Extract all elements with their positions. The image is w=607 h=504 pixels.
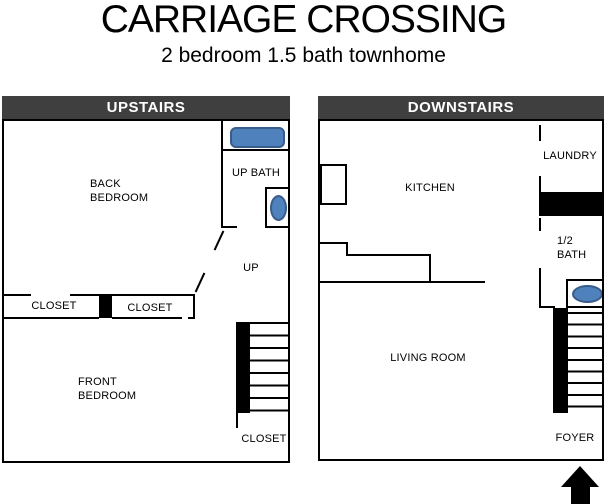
wall-laundry-bottom [539, 176, 541, 192]
upstairs-plan [2, 119, 290, 463]
room-label-up-bath: UP BATH [231, 167, 281, 179]
entry-arrow-icon [555, 464, 605, 504]
stairs-treads-up [250, 322, 290, 412]
stairs-treads-down [568, 312, 604, 411]
downstairs-header: DOWNSTAIRS [318, 96, 604, 119]
page-subtitle: 2 bedroom 1.5 bath townhome [161, 44, 446, 67]
upstairs-header: UPSTAIRS [2, 96, 290, 119]
back-bedroom-line1: BACK [90, 178, 121, 190]
half-bath-line1: 1/2 [557, 235, 573, 247]
bathtub-icon [230, 127, 285, 148]
half-bath-line2: BATH [557, 249, 587, 261]
room-label-closet-right: CLOSET [127, 302, 173, 314]
front-bedroom-line2: BEDROOM [78, 390, 137, 402]
wall-upbath-bottom-tick [221, 226, 237, 228]
room-label-kitchen: KITCHEN [405, 182, 455, 194]
wall-counter-4 [429, 254, 431, 283]
wall-stairs-closet [236, 413, 238, 428]
wall-closet-top-right [70, 294, 195, 296]
wall-closet-bottom-right [112, 317, 182, 319]
wall-kitchen-living-divider [320, 281, 485, 283]
room-label-stairs-closet: CLOSET [241, 433, 287, 445]
wall-laundry-top [539, 125, 541, 141]
room-label-closet-left: CLOSET [31, 300, 77, 312]
wall-tub-shelf [221, 149, 290, 151]
downstairs-plan [318, 119, 604, 461]
wall-laundry-bath-thick [539, 192, 604, 216]
stairs-wall-down [553, 308, 568, 413]
room-label-living-room: LIVING ROOM [390, 352, 466, 364]
room-label-foyer: FOYER [555, 432, 595, 444]
toilet-icon [270, 195, 287, 221]
wall-counter-1 [320, 242, 348, 244]
downstairs-panel [318, 96, 604, 461]
upstairs-panel [2, 96, 290, 463]
room-label-front-bedroom [78, 375, 136, 403]
sink-icon [572, 285, 603, 303]
room-label-laundry: LAUNDRY [543, 150, 597, 162]
wall-closet-top-left [4, 294, 31, 296]
wall-closet-right [193, 294, 195, 319]
kitchen-appliance-box [320, 164, 347, 205]
door-mark-upbath [214, 231, 225, 251]
door-mark-hall [195, 273, 206, 293]
page-title: CARRIAGE CROSSING [100, 0, 507, 41]
room-label-up: UP [243, 262, 259, 274]
room-label-half-bath [557, 234, 586, 262]
room-label-back-bedroom [90, 177, 148, 205]
wall-closet-bottom-left [4, 317, 99, 319]
front-bedroom-line1: FRONT [78, 376, 117, 388]
wall-halfbath-upper [539, 218, 541, 231]
stairs-wall-up [236, 322, 250, 413]
back-bedroom-line2: BEDROOM [90, 192, 149, 204]
wall-halfbath-lower [539, 268, 541, 308]
wall-counter-3 [346, 254, 431, 256]
